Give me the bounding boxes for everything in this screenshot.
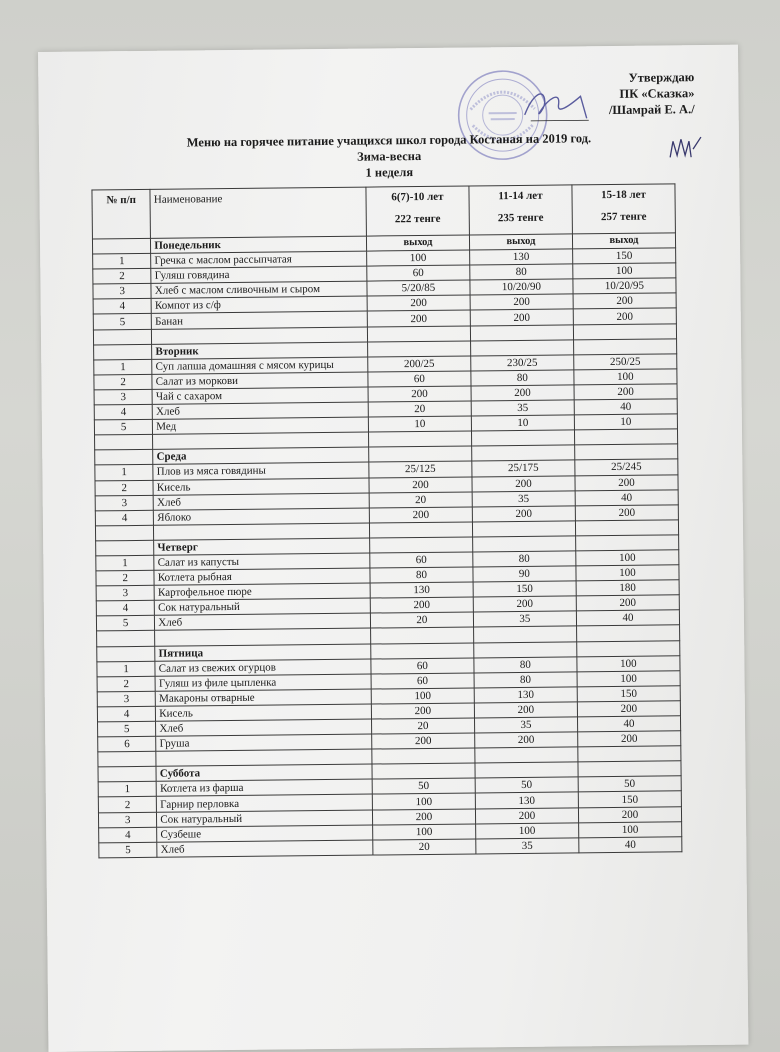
item-name: Хлеб [156,719,372,736]
item-portion: 60 [367,265,470,281]
item-number: 1 [98,782,156,798]
empty-cell [95,435,153,451]
item-portion: 200 [578,806,681,822]
table-header-row [92,184,675,239]
empty-cell [94,344,152,360]
item-portion: 100 [475,823,578,839]
empty-cell [576,535,679,551]
signature [520,84,590,125]
item-portion: 100 [574,369,677,385]
item-portion: 250/25 [574,354,677,370]
header-name: Наименование [150,187,366,238]
item-number: 1 [94,359,152,375]
empty-cell [475,762,578,778]
empty-cell [370,537,473,553]
document-title: Меню на горячее питание учащихся школ города Костаная на 2019 год. [186,131,592,150]
item-portion: 80 [474,657,577,673]
item-number: 4 [95,510,153,526]
item-portion: 130 [370,582,473,598]
item-portion: 200 [367,310,470,326]
item-number: 5 [99,842,157,858]
empty-cell [472,536,575,552]
item-name: Чай с сахаром [152,387,368,404]
empty-cell [97,631,155,647]
header-number: № п/п [92,189,151,239]
day-name: Суббота [156,764,372,781]
output-label: выход [572,233,675,249]
item-portion: 40 [576,610,679,626]
item-portion: 180 [576,580,679,596]
empty-cell [368,431,471,447]
item-portion: 200 [372,733,475,749]
document-page [38,45,748,1052]
item-portion: 20 [370,612,473,628]
item-portion: 200 [470,294,573,310]
item-name: Компот из с/ф [151,296,367,313]
item-number: 1 [95,465,153,481]
empty-cell [369,522,472,538]
item-portion: 80 [370,567,473,583]
empty-cell [95,450,153,466]
item-portion: 200 [475,732,578,748]
empty-cell [372,763,475,779]
item-name: Салат из свежих огурцов [155,659,371,676]
item-name: Суп лапша домашняя с мясом курицы [152,357,368,374]
item-portion: 50 [372,778,475,794]
empty-cell [573,338,676,354]
empty-cell [371,627,474,643]
item-portion: 100 [372,793,475,809]
empty-cell [93,329,151,345]
item-name: Хлеб [155,613,371,630]
item-portion: 200 [575,505,678,521]
empty-cell [369,446,472,462]
week-subtitle: 1 неделя [365,165,414,180]
item-number: 3 [93,284,151,300]
item-name: Гречка с маслом рассыпчатая [151,251,367,268]
empty-cell [577,640,680,656]
item-number: 1 [96,555,154,571]
item-portion: 200 [475,807,578,823]
item-name: Сок натуральный [157,810,373,827]
item-portion: 200 [471,385,574,401]
item-number: 3 [96,585,154,601]
item-portion: 200 [472,506,575,522]
header-price: 257 тенге [600,210,647,224]
item-portion: 200 [573,293,676,309]
empty-cell [474,641,577,657]
item-portion: 90 [473,566,576,582]
empty-cell [578,746,681,762]
item-portion: 100 [577,655,680,671]
empty-cell [473,626,576,642]
item-name: Плов из мяса говядины [153,462,369,479]
item-name: Макароны отварные [156,689,372,706]
empty-cell [578,761,681,777]
item-number: 2 [93,269,151,285]
empty-cell [371,643,474,659]
item-number: 4 [96,601,154,617]
item-portion: 130 [475,792,578,808]
item-name: Банан [152,312,368,329]
item-name: Груша [156,734,372,751]
empty-cell [475,747,578,763]
item-name: Гуляш говядина [151,266,367,283]
empty-cell [95,525,153,541]
item-number: 3 [97,691,155,707]
item-portion: 150 [573,248,676,264]
item-number: 3 [94,389,152,405]
item-portion: 20 [371,718,474,734]
item-name: Хлеб с маслом сливочным и сыром [151,281,367,298]
empty-cell [470,340,573,356]
item-number: 3 [95,495,153,511]
item-portion: 60 [368,371,471,387]
item-number: 6 [98,736,156,752]
empty-cell [368,341,471,357]
item-name: Котлета из фарша [156,779,372,796]
header-age-col-2 [469,185,573,235]
item-portion: 10 [471,415,574,431]
empty-cell [92,238,150,254]
item-portion: 100 [576,565,679,581]
item-portion: 35 [476,838,579,854]
menu-table [91,183,682,858]
item-name: Мед [153,417,369,434]
item-number: 2 [97,676,155,692]
item-portion: 10/20/95 [573,278,676,294]
item-name: Яблоко [154,508,370,525]
approve-label: Утверждаю [628,70,695,85]
item-portion: 5/20/85 [367,280,470,296]
item-portion: 100 [367,250,470,266]
output-label: выход [366,235,469,251]
item-portion: 200 [372,809,475,825]
empty-cell [472,521,575,537]
item-portion: 200 [474,702,577,718]
item-portion: 150 [578,791,681,807]
item-portion: 100 [371,688,474,704]
item-number: 2 [98,797,156,813]
item-number: 2 [96,570,154,586]
item-portion: 25/175 [472,460,575,476]
item-name: Сузбеше [157,825,373,842]
header-price: 235 тенге [497,211,544,225]
empty-cell [98,751,156,767]
header-age: 6(7)-10 лет [391,190,444,204]
empty-cell [576,625,679,641]
item-portion: 130 [474,687,577,703]
item-portion: 200 [473,596,576,612]
item-portion: 35 [474,717,577,733]
item-number: 4 [97,706,155,722]
item-name: Картофельное пюре [154,583,370,600]
item-portion: 25/245 [575,459,678,475]
item-portion: 40 [574,399,677,415]
item-portion: 100 [373,824,476,840]
item-portion: 50 [475,777,578,793]
item-portion: 100 [577,671,680,687]
item-number: 1 [97,661,155,677]
item-portion: 200/25 [368,356,471,372]
day-name: Пятница [155,644,371,661]
approve-org: ПК «Сказка» [619,86,695,101]
item-portion: 20 [368,401,471,417]
item-number: 5 [96,616,154,632]
item-portion: 40 [579,837,682,853]
item-number: 5 [98,721,156,737]
item-portion: 40 [575,489,678,505]
item-number: 1 [93,253,151,269]
item-portion: 200 [578,731,681,747]
approval-block [609,69,695,118]
item-portion: 80 [473,551,576,567]
item-portion: 80 [471,370,574,386]
item-portion: 200 [368,386,471,402]
item-portion: 60 [371,658,474,674]
item-number: 4 [99,827,157,843]
item-portion: 80 [474,672,577,688]
header-price: 222 тенге [394,212,441,226]
item-portion: 200 [367,295,470,311]
item-portion: 35 [471,400,574,416]
day-name: Понедельник [151,236,367,253]
item-number: 2 [95,480,153,496]
item-number: 4 [94,404,152,420]
empty-cell [574,429,677,445]
item-name: Кисель [156,704,372,721]
item-portion: 100 [573,263,676,279]
item-portion: 35 [472,490,575,506]
item-portion: 200 [573,308,676,324]
header-age-col-1 [366,186,469,236]
empty-cell [575,520,678,536]
item-portion: 200 [574,384,677,400]
item-portion: 60 [371,673,474,689]
item-portion: 200 [577,701,680,717]
approve-person: /Шамрай Е. А./ [608,102,695,118]
item-portion: 100 [576,550,679,566]
item-name: Хлеб [157,840,373,857]
item-name: Салат из моркови [152,372,368,389]
item-portion: 100 [579,821,682,837]
item-portion: 200 [470,309,573,325]
item-number: 3 [98,812,156,828]
header-age-col-3 [572,184,676,234]
item-number: 5 [94,419,152,435]
empty-cell [98,767,156,783]
item-portion: 200 [575,474,678,490]
season-subtitle: Зима-весна [356,148,422,164]
empty-cell [372,748,475,764]
item-portion: 150 [577,686,680,702]
empty-cell [575,444,678,460]
item-name: Хлеб [153,402,369,419]
item-portion: 50 [578,776,681,792]
empty-cell [573,323,676,339]
empty-cell [97,646,155,662]
item-portion: 20 [373,839,476,855]
item-portion: 25/125 [369,461,472,477]
item-portion: 10/20/90 [470,279,573,295]
item-portion: 80 [470,264,573,280]
empty-cell [471,430,574,446]
item-portion: 200 [472,475,575,491]
item-portion: 200 [369,476,472,492]
empty-cell [96,540,154,556]
item-portion: 200 [369,507,472,523]
item-portion: 10 [574,414,677,430]
header-age: 11-14 лет [498,189,543,203]
empty-cell [472,445,575,461]
item-name: Хлеб [153,493,369,510]
item-name: Салат из капусты [154,553,370,570]
item-portion: 20 [369,492,472,508]
output-label: выход [469,234,572,250]
header-age: 15-18 лет [600,188,646,202]
item-name: Гуляш из филе цыпленка [155,674,371,691]
item-portion: 200 [371,703,474,719]
item-portion: 200 [370,597,473,613]
item-name: Котлета рыбная [154,568,370,585]
day-name: Среда [153,447,369,464]
item-portion: 40 [577,716,680,732]
item-portion: 150 [473,581,576,597]
item-name: Сок натуральный [155,598,371,615]
item-name: Кисель [153,478,369,495]
empty-cell [470,324,573,340]
item-portion: 230/25 [471,355,574,371]
item-portion: 130 [469,249,572,265]
item-portion: 60 [370,552,473,568]
item-portion: 10 [368,416,471,432]
item-number: 5 [93,314,151,330]
day-name: Вторник [152,342,368,359]
item-portion: 200 [576,595,679,611]
day-name: Четверг [154,538,370,555]
item-name: Гарнир перловка [157,795,373,812]
item-number: 2 [94,374,152,390]
item-number: 4 [93,299,151,315]
empty-cell [367,326,470,342]
item-portion: 35 [473,611,576,627]
